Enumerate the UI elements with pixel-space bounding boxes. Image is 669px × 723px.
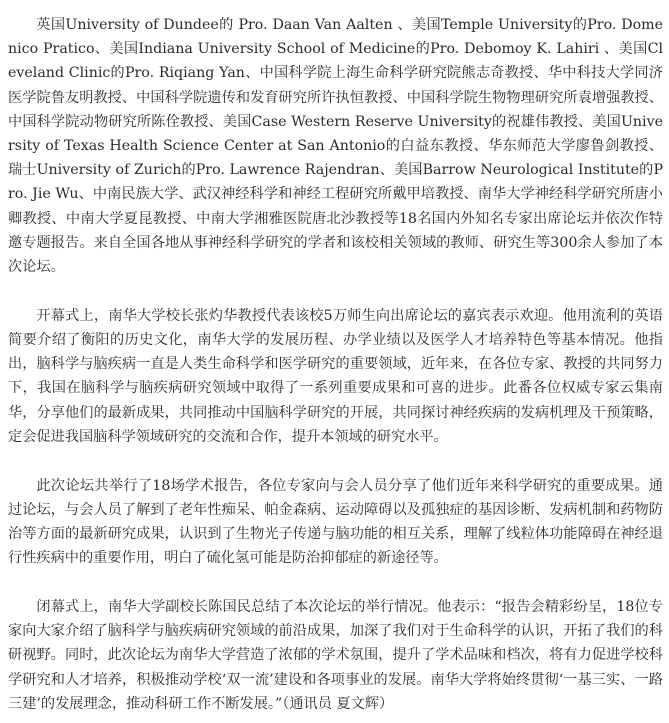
paragraph-speakers: 英国University of Dundee的 Pro. Daan Van Aalten 、美国Temple University的Pro. Domenico Pratico、美国Indiana University School of Medicine的Pro. Debomoy K. Lahiri 、美国Cleveland Clinic的Pro. Riqiang Yan、中国科学院上海生命科学研究院熊志奇教授、华中科技大学同济医学院鲁友明教授、中国科学院遗传和发育研究所许执恒教授、中国科学院生物物理研究所袁增强教授、中国科学院动物研究所陈佺教授、美国Case Western Reserve University的祝雄伟教授、美国University of Texas Health Science Center at San Antonio的白益东教授、华东师范大学廖鲁剑教授、瑞士University of Zurich的Pro. Lawrence Rajendran、美国Barrow Neurological Institute的Pro. Jie Wu、中南民族大学、武汉神经科学和神经工程研究所戴甲培教授、南华大学神经科学研究所唐小卿教授、中南大学夏昆教授、中南大学湘雅医院唐北沙教授等18名国内外知名专家出席论坛并依次作特邀专题报告。来自全国各地从事神经科学研究的学者和该校相关领域的教师、研究生等300余人参加了本次论坛。: [8, 17, 663, 276]
paragraph-closing-ceremony: 闭幕式上，南华大学副校长陈国民总结了本次论坛的举行情况。他表示：“报告会精彩纷呈，18位专家向大家介绍了脑科学与脑疾病研究领域的前沿成果，加深了我们对于生命科学的认识，开拓了我们的科研视野。同时，此次论坛为南华大学营造了浓郁的学术氛围，提升了学术品味和档次，将有力促进学校科学研究和人才培养，积极推动学校‘双一流’建设和各项事业的发展。南华大学将始终贯彻‘一基三实、一路三建’的发展理念，推动科研工作不断发展。”（通讯员 夏文辉）: [8, 599, 663, 712]
paragraph-forum-reports: 此次论坛共举行了18场学术报告，各位专家向与会人员分享了他们近年来科学研究的重要成果。通过论坛，与会人员了解到了老年性痴呆、帕金森病、运动障碍以及孤独症的基因诊断、发病机制和药物防治等方面的最新研究成果，认识到了生物光子传递与脑功能的相互关系，理解了线粒体功能障碍在神经退行性疾病中的重要作用，明白了硫化氢可能是防治抑郁症的新途径等。: [8, 477, 663, 567]
paragraph-opening-ceremony: 开幕式上，南华大学校长张灼华教授代表该校5万师生向出席论坛的嘉宾表示欢迎。他用流利的英语简要介绍了衡阳的历史文化，南华大学的发展历程、办学业绩以及医学人才培养特色等基本情况。他指出，脑科学与脑疾病一直是人类生命科学和医学研究的重要领域，近年来，在各位专家、教授的共同努力下，我国在脑科学与脑疾病研究领域中取得了一系列重要成果和可喜的进步。此番各位权威专家云集南华，分享他们的最新成果，共同推动中国脑科学研究的开展，共同探讨神经疾病的发病机理及干预策略，定会促进我国脑科学领域研究的交流和合作，提升本领域的研究水平。: [8, 307, 663, 445]
article-body: [8, 13, 663, 716]
